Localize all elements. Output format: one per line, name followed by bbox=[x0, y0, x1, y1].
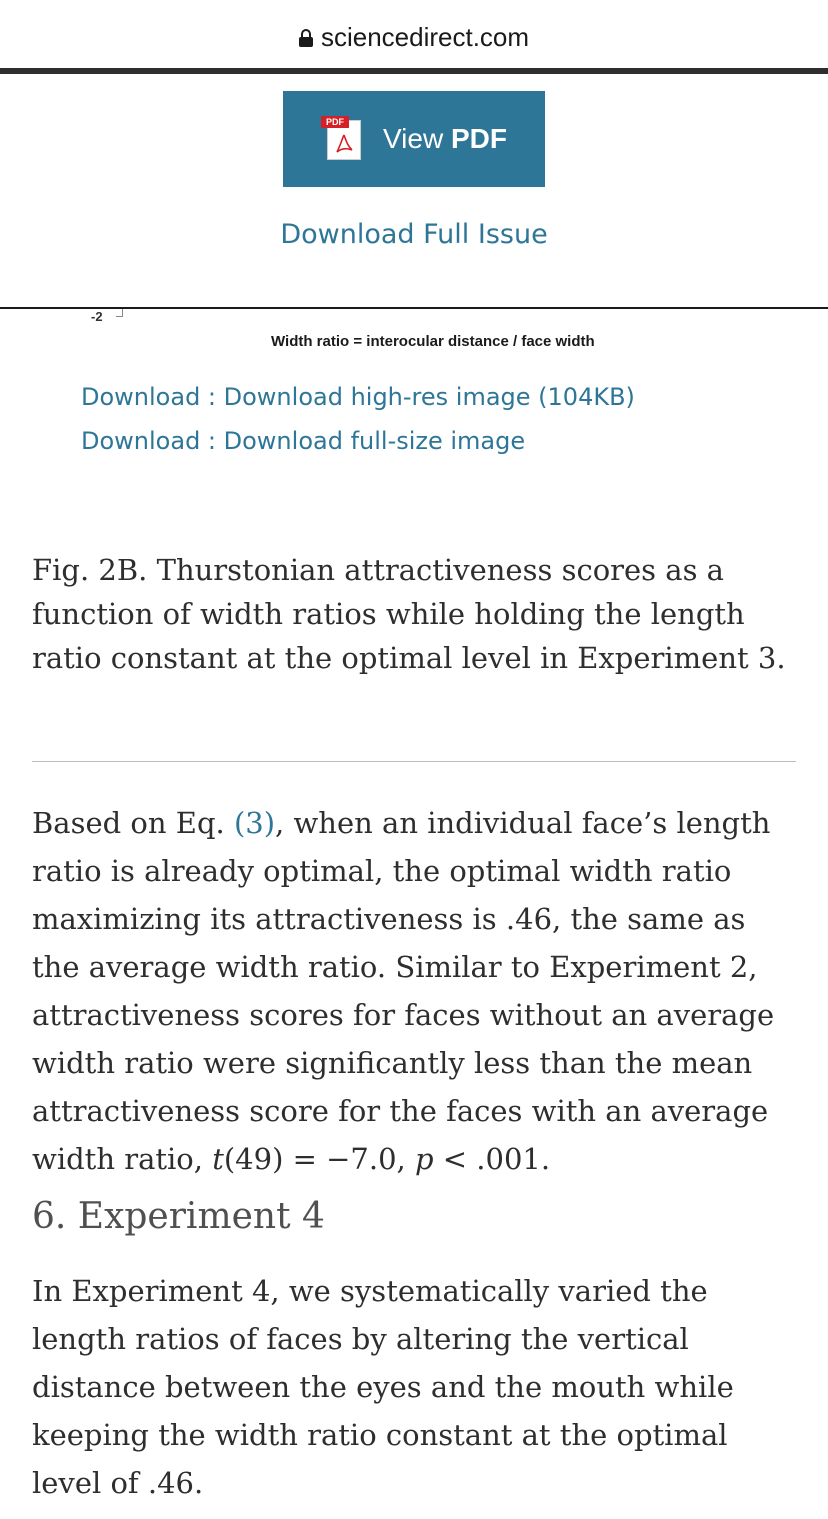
page-load-progress-bar bbox=[0, 68, 828, 74]
figure-caption: Fig. 2B. Thurstonian attractiveness scores as a function of width ratios while holding the length ratio constant at the optimal level in Experiment 3. bbox=[32, 553, 786, 675]
url-text: sciencedirect.com bbox=[320, 22, 530, 52]
figure-x-axis-label: Width ratio = interocular distance / face width bbox=[271, 333, 595, 350]
browser-url-bar[interactable] bbox=[0, 0, 828, 70]
section-heading-experiment-4: 6. Experiment 4 bbox=[32, 1196, 325, 1237]
equation-3-link[interactable]: (3) bbox=[233, 806, 276, 840]
view-pdf-button[interactable] bbox=[283, 91, 545, 187]
toolbar-divider bbox=[0, 307, 828, 309]
caption-divider bbox=[32, 761, 796, 762]
figure-axis-corner bbox=[116, 309, 123, 317]
download-full-issue-link[interactable]: Download Full Issue bbox=[280, 219, 548, 250]
lock-icon bbox=[299, 29, 313, 47]
view-pdf-label: View PDF bbox=[383, 123, 507, 154]
pdf-tag: PDF bbox=[321, 116, 349, 128]
download-high-res-image-link[interactable]: Download : Download high-res image (104KB) bbox=[81, 383, 635, 411]
body-paragraph-1: Based on Eq. (3), when an individual face’s length ratio is already optimal, the optimal width ratio maximizing its attractiveness is .46, the same as the average width ratio. Similar to Experiment 2, attractiveness scores for faces without an average width ratio were significantly less than the mean attractiveness score for the faces with an average width ratio, t(49) = −7.0, p < .001. bbox=[32, 806, 775, 1176]
pdf-file-icon bbox=[321, 116, 365, 162]
url-display[interactable] bbox=[0, 22, 828, 53]
figure-axis-tick-label: -2 bbox=[91, 309, 103, 324]
download-full-size-image-link[interactable]: Download : Download full-size image bbox=[81, 427, 526, 455]
body-paragraph-2: In Experiment 4, we systematically varied the length ratios of faces by altering the vertical distance between the eyes and the mouth while keeping the width ratio constant at the optimal level of .46. bbox=[32, 1274, 734, 1500]
